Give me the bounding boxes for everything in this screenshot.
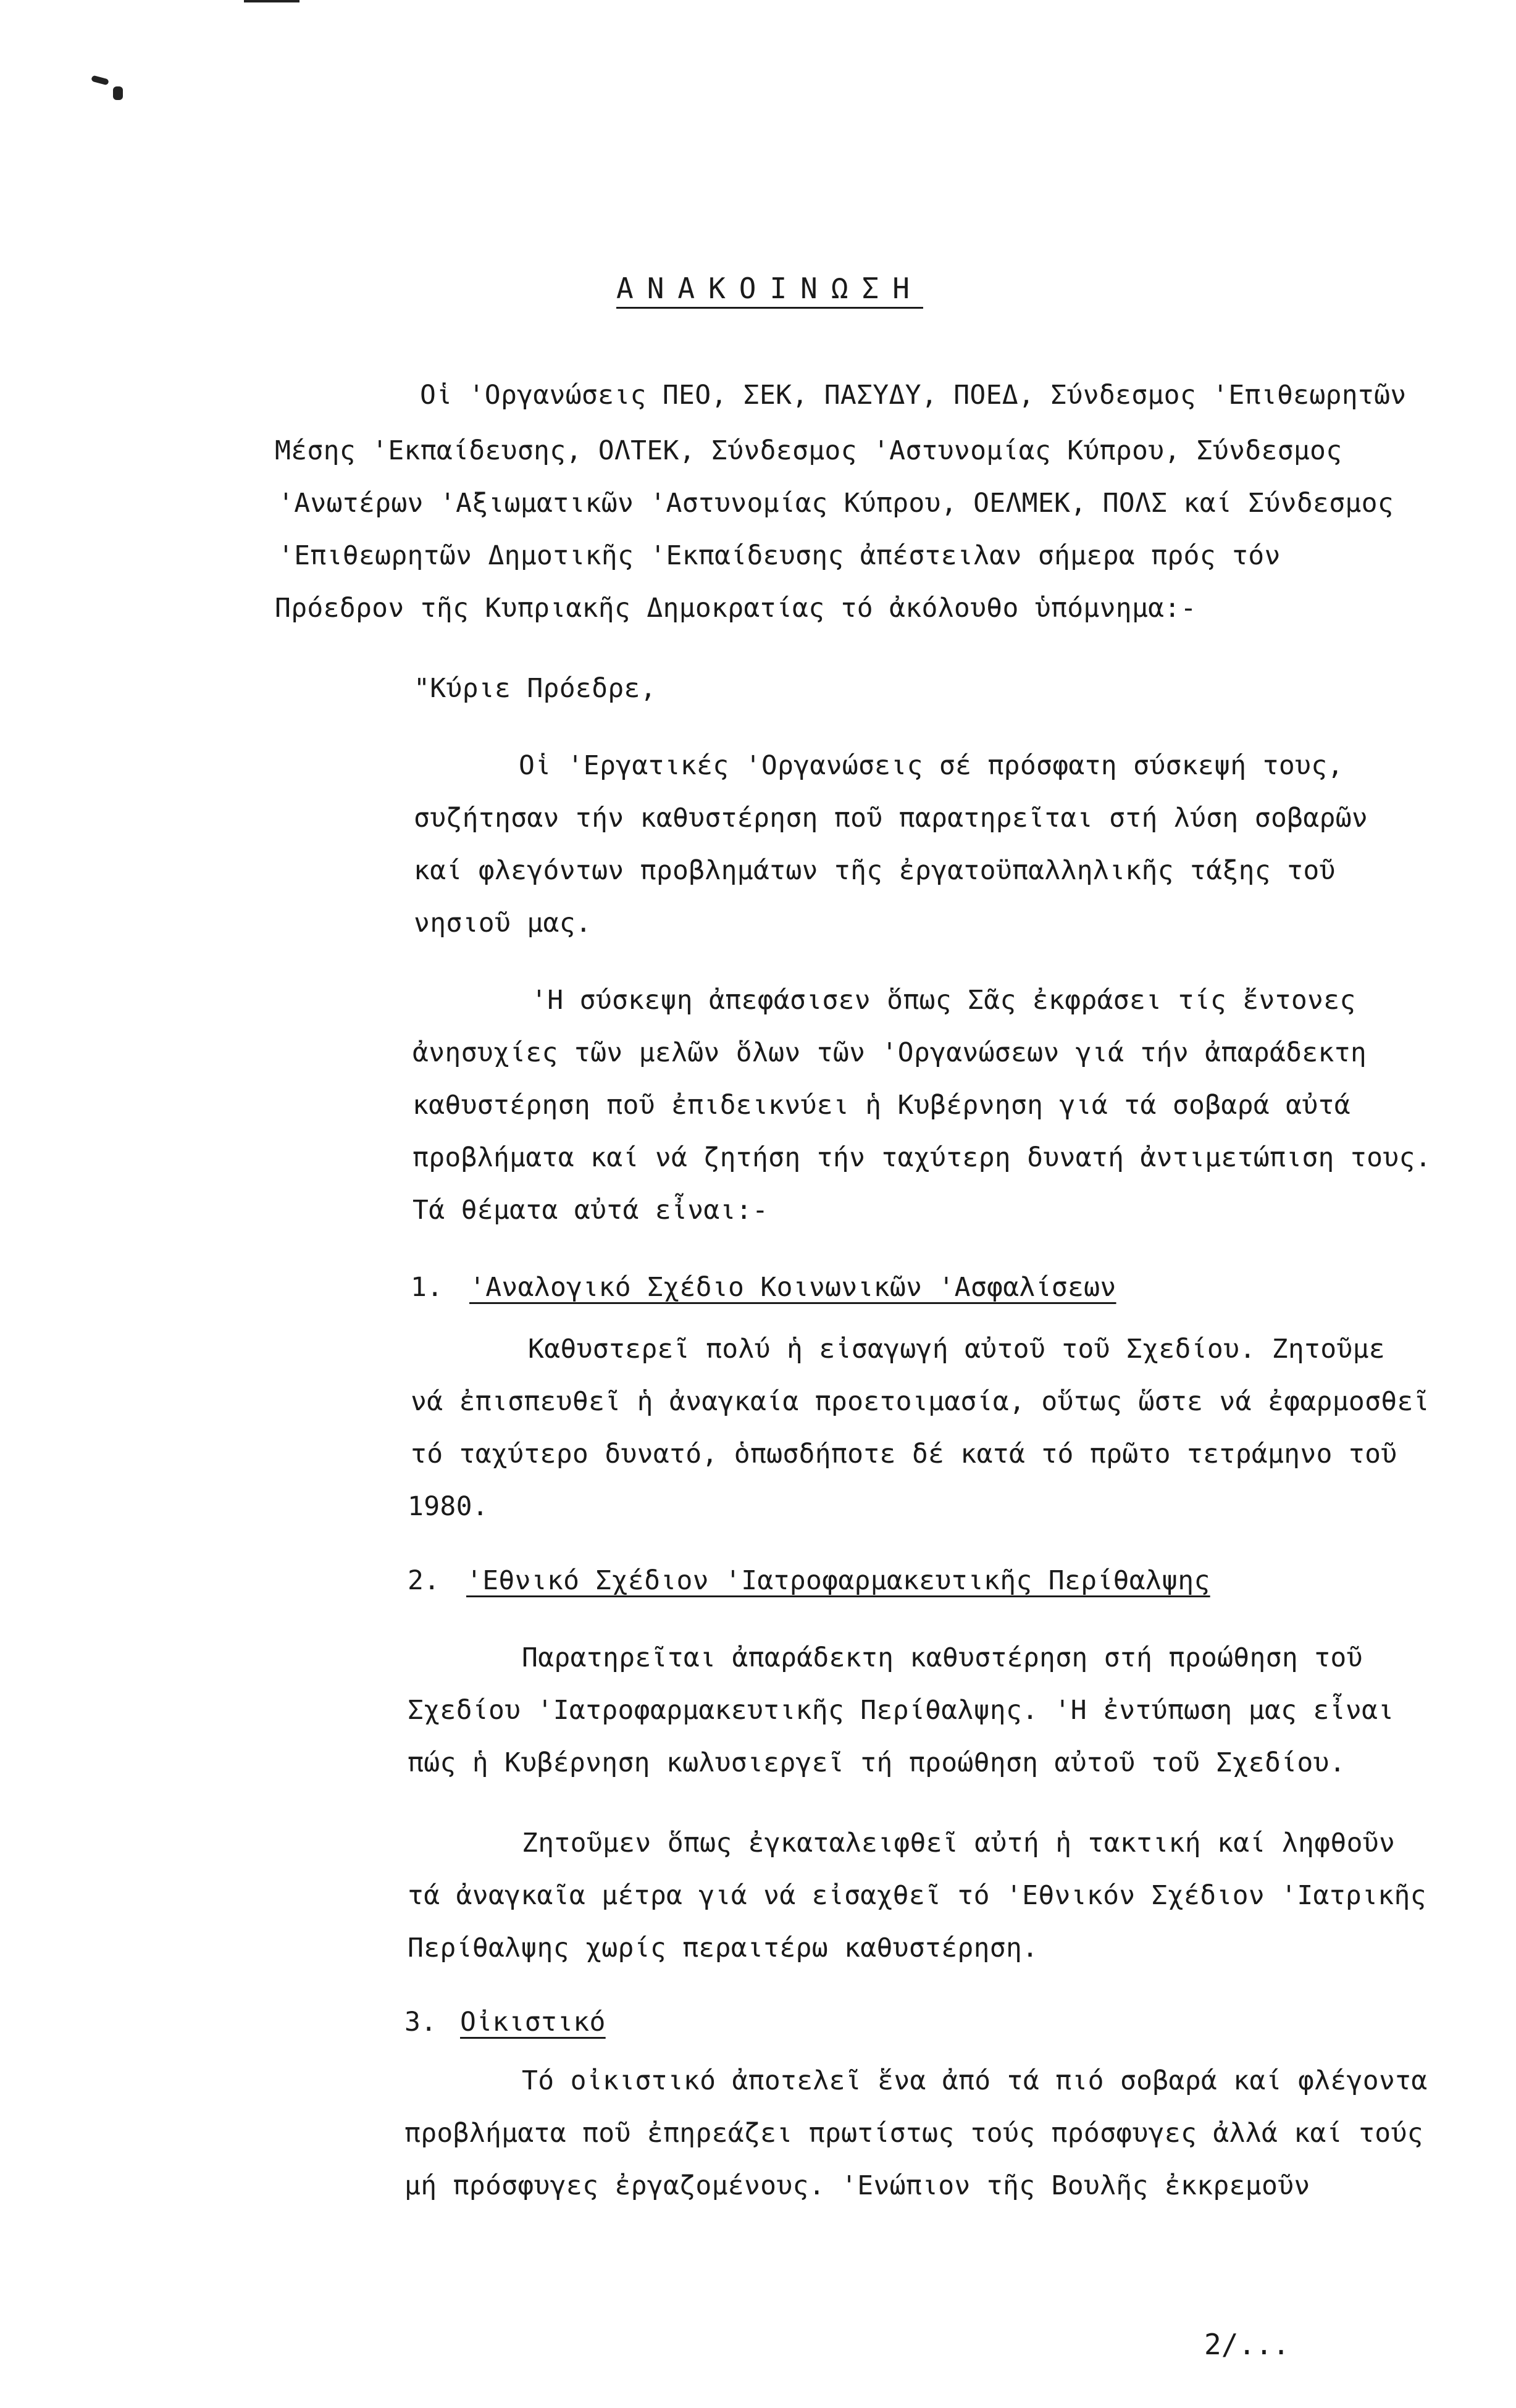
section-line: τά ἀναγκαῖα μέτρα γιά νά εἰσαχθεῖ τό 'Εθνικόν Σχέδιον 'Ιατρικῆς — [408, 1880, 1426, 1911]
section-heading: 'Εθνικό Σχέδιον 'Ιατροφαρμακευτικῆς Περίθαλψης — [466, 1565, 1210, 1596]
section-line: πώς ἡ Κυβέρνηση κωλυσιεργεῖ τή προώθηση αὐτοῦ τοῦ Σχεδίου. — [408, 1747, 1346, 1778]
paragraph-line: προβλήματα καί νά ζητήση τήν ταχύτερη δυνατή ἀντιμετώπιση τους. — [413, 1142, 1431, 1173]
intro-line: 'Επιθεωρητῶν Δημοτικῆς 'Εκπαίδευσης ἀπέστειλαν σήμερα πρός τόν — [278, 540, 1281, 571]
section-line: προβλήματα ποῦ ἐπηρεάζει πρωτίστως τούς πρόσφυγες ἀλλά καί τούς — [404, 2118, 1423, 2149]
section-line: τό ταχύτερο δυνατό, ὁπωσδήποτε δέ κατά τό πρῶτο τετράμηνο τοῦ — [411, 1439, 1397, 1469]
intro-line: 'Ανωτέρων 'Αξιωματικῶν 'Αστυνομίας Κύπρου, ΟΕΛΜΕΚ, ΠΟΛΣ καί Σύνδεσμος — [278, 488, 1394, 519]
page-title: ΑΝΑΚΟΙΝΩΣΗ — [616, 272, 923, 305]
paragraph-line: Οἱ 'Εργατικές 'Οργανώσεις σέ πρόσφατη σύσκεψή τους, — [519, 750, 1344, 781]
section-line: Περίθαλψης χωρίς περαιτέρω καθυστέρηση. — [408, 1933, 1039, 1963]
section-number: 2. — [408, 1565, 440, 1596]
section-line: νά ἐπισπευθεῖ ἡ ἀναγκαία προετοιμασία, οὕτως ὥστε νά ἐφαρμοσθεῖ — [411, 1386, 1430, 1417]
paragraph-line: καθυστέρηση ποῦ ἐπιδεικνύει ἡ Κυβέρνηση γιά τά σοβαρά αὐτά — [413, 1090, 1351, 1121]
page-number: 2/... — [1204, 2328, 1290, 2361]
section-line: Ζητοῦμεν ὅπως ἐγκαταλειφθεῖ αὐτή ἡ τακτική καί ληφθοῦν — [522, 1828, 1396, 1858]
scan-speck — [91, 75, 109, 86]
scan-speck — [244, 0, 299, 2]
section-line: μή πρόσφυγες ἐργαζομένους. 'Ενώπιον τῆς Βουλῆς ἐκκρεμοῦν — [404, 2170, 1310, 2201]
section-line: Παρατηρεῖται ἀπαράδεκτη καθυστέρηση στή προώθηση τοῦ — [522, 1642, 1363, 1673]
paragraph-line: καί φλεγόντων προβλημάτων τῆς ἐργατοϋπαλληλικῆς τάξης τοῦ — [414, 855, 1336, 886]
section-number: 3. — [404, 2007, 437, 2038]
intro-line: Μέσης 'Εκπαίδευσης, ΟΛΤΕΚ, Σύνδεσμος 'Αστυνομίας Κύπρου, Σύνδεσμος — [275, 435, 1342, 466]
scan-speck — [113, 86, 123, 100]
paragraph-line: 'Η σύσκεψη ἀπεφάσισεν ὅπως Σᾶς ἐκφράσει τίς ἔντονες — [531, 985, 1356, 1016]
section-number: 1. — [411, 1272, 443, 1303]
section-line: Σχεδίου 'Ιατροφαρμακευτικῆς Περίθαλψης. 'Η ἐντύπωση μας εἶναι — [408, 1695, 1394, 1726]
section-line: Καθυστερεῖ πολύ ἡ εἰσαγωγή αὐτοῦ τοῦ Σχεδίου. Ζητοῦμε — [528, 1334, 1385, 1365]
intro-line: Πρόεδρον τῆς Κυπριακῆς Δημοκρατίας τό ἀκόλουθο ὑπόμνημα:- — [275, 593, 1197, 624]
section-line: 1980. — [408, 1491, 488, 1522]
intro-line: Οἱ 'Οργανώσεις ΠΕΟ, ΣΕΚ, ΠΑΣΥΔΥ, ΠΟΕΔ, Σύνδεσμος 'Επιθεωρητῶν — [420, 380, 1407, 411]
section-heading: 'Αναλογικό Σχέδιο Κοινωνικῶν 'Ασφαλίσεων — [469, 1272, 1116, 1303]
section-line: Τό οἰκιστικό ἀποτελεῖ ἕνα ἀπό τά πιό σοβαρά καί φλέγοντα — [522, 2065, 1428, 2096]
salutation: "Κύριε Πρόεδρε, — [414, 673, 656, 704]
paragraph-line: νησιοῦ μας. — [414, 908, 592, 939]
paragraph-line: Τά θέματα αὐτά εἶναι:- — [413, 1195, 769, 1226]
paragraph-line: ἀνησυχίες τῶν μελῶν ὅλων τῶν 'Οργανώσεων γιά τήν ἀπαράδεκτη — [413, 1037, 1367, 1068]
paragraph-line: συζήτησαν τήν καθυστέρηση ποῦ παρατηρεῖται στή λύση σοβαρῶν — [414, 803, 1368, 834]
section-heading: Οἰκιστικό — [460, 2007, 606, 2038]
